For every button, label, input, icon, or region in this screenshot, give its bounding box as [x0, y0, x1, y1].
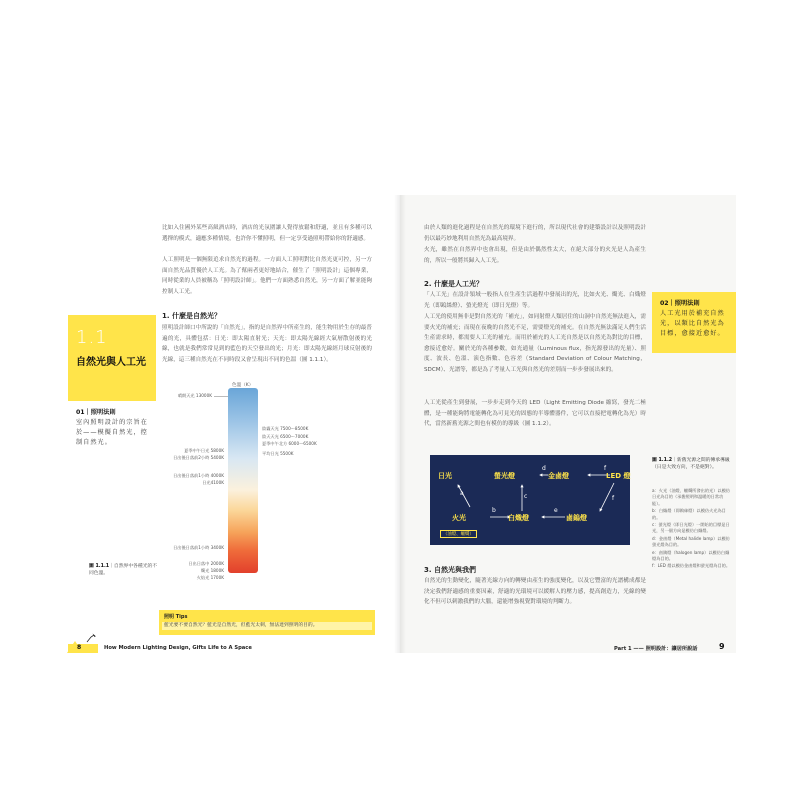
figure-text: ｜新舊光源之間的傳承導級（日是大致方向，不是絕對）。	[652, 458, 730, 470]
figure-text: ｜自然界中各種光的不同色溫。	[89, 564, 158, 576]
diagram-node: 金鹵燈	[548, 472, 569, 480]
temperature-chart-header: 色溫（K）	[232, 383, 254, 388]
tips-text: 藍光要不要自然光？藍光是自然光，但藍光太刺，無法達到照明的目的。	[162, 622, 372, 630]
figure-item: e：鹵鎢燈（halogen lamp）以模仿白熾燈為目的。	[652, 549, 730, 562]
book-spread	[64, 195, 736, 653]
page-number-right: 9	[719, 642, 725, 651]
book-title-footer: How Modern Lighting Design, Gifts Life to A Space	[104, 645, 252, 651]
temp-label-right: 平均日光 5500K	[262, 451, 294, 456]
figure-item: f：LED 燈以模仿金鹵燈和螢光燈為目的。	[652, 563, 731, 569]
diagram-node: 日光	[438, 472, 452, 480]
diagram-letter: b	[492, 507, 496, 514]
section-2-heading: 2. 什麼是人工光？	[424, 280, 483, 288]
right-intro-para-1: 由於人類的進化過程是在自然光的環境下進行的，所以現代社會的建築設計以及照明設計仍以最巧妙地利用自然光為最高境界。	[424, 225, 646, 242]
section-2-para-2: 人工光的使用無非是對自然光的「補充」，如同射燈人類居住的山洞中自然光無法進入，需要火光的補充；而現在夜晚的自然光不足，需要燈光的補充。在自然光無法滿足人們生活生產需求時，都需要人工光的補充。而用於補充的人工光自然是以自然光為對比的目標，愈接近愈好。關於光的各種參數，如光通量（Luminous flux，指光源發出的光量）、照度、波長、色溫、演色指數、色容差（Standard Deviation of Colour Matching，SDCM）、光譜等，都是為了考量人工光與自然光的差別而一步步發展出來的。	[424, 314, 646, 373]
section-3-para: 自然光的生動變化，隨著光線方向的轉變由產生的強度變化，以及它豐富的光譜構成都是決定我們舒適感的重要因素，舒適的光環境可以緩解人的壓力感，提高創造力，光線的變化不但可以刺激我們的大腦，還能增強視覺對環境的判斷力。	[424, 578, 646, 606]
figure-number: 圖 1.1.2	[652, 458, 673, 463]
footer-tab	[68, 644, 98, 653]
temp-label-left: 日出日落中 2000K	[188, 561, 224, 566]
rule-01-text: 室內照明設計的宗旨在於——模擬自然光，控制自然光。	[76, 419, 148, 446]
diagram-node: 火光	[452, 514, 466, 522]
figure-number: 圖 1.1.1	[89, 564, 110, 569]
temp-label-right: 夏季中午北方 6000～6500K	[262, 441, 317, 446]
footer-part-label: Part 1 —— 照明設計：讓居所說話	[614, 646, 698, 652]
temp-label-left: 火焰光 1700K	[196, 575, 224, 580]
section-1-heading: 1. 什麼是自然光？	[162, 312, 221, 320]
temp-label-left: 日光4100K	[202, 480, 224, 485]
diagram-letter: c	[524, 493, 528, 500]
rule-02-title: 02｜照明法則	[660, 300, 700, 307]
rule-01-title: 01｜照明法則	[76, 409, 116, 416]
chapter-title: 自然光與人工光	[76, 357, 146, 368]
diagram-letter: a	[460, 490, 464, 497]
rule-02-text: 人工光用於補充自然光，以類比自然光為目標，愈接近愈好。	[660, 310, 725, 337]
diagram-node: 白熾燈	[508, 514, 529, 522]
temp-label-left: 日出後日落前1小時 3400K	[173, 545, 224, 550]
diagram-source-tag: （油燈、蠟燭）	[440, 530, 477, 538]
section-1-para: 照明設計師口中所說的「自然光」，指的是自然界中所產生的，能生物用於生存的最普遍的光，具體包括：日光：即太陽直射光；天光：即太陽光線經大氣層散射後的光線，也就是我們常常見到的藍色的天空發出的光；月光：即太陽光線經月球反射後的光線，這三種自然光在不同時段又會呈現出不同的色溫（圖 1.1.1）。	[162, 325, 372, 363]
page-gutter	[394, 195, 406, 653]
diagram-node: LED 燈	[606, 472, 631, 480]
section-3-heading: 3. 自然光與我們	[424, 566, 476, 574]
temp-label-left: 日出後日落前2小時 5400K	[173, 455, 224, 460]
figure-item: c：螢光燈（即日光燈）一開始的目標是日光，另一個方向是模仿白熾燈。	[652, 522, 730, 534]
diagram-letter: f	[612, 495, 615, 502]
figure-1-1-2-items	[652, 488, 732, 571]
color-temperature-bar	[228, 388, 258, 573]
diagram-letter: e	[554, 507, 558, 514]
lamp-icon	[86, 633, 96, 643]
temp-label-left: 燭光 1800K	[200, 568, 224, 573]
tips-title: 照明 Tips	[164, 614, 188, 620]
right-intro-para-2: 火光，雖然在自然界中也會出現，但是由於偶然性太大，在絕大部分的火光是人為產生的，所以一般將其歸入人工光。	[424, 247, 646, 264]
figure-1-1-1-caption	[89, 563, 161, 577]
diagram-letter: d	[542, 465, 546, 472]
temp-label-left: 晴朗天光 13000K	[177, 393, 212, 398]
chapter-number: 1.1	[76, 327, 108, 348]
figure-item: a：火光（油燈、蠟燭所發出的光）以模仿日光為目的（承擔照明和溫暖的日常功能）。	[652, 488, 730, 506]
temp-label-right: 陰天天光 6500～7000K	[262, 434, 309, 439]
temp-label-left: 夏季中午日光 5800K	[184, 448, 224, 453]
left-intro-para-1: 比如入住國外某些高級酒店時，酒店的光氛圍讓人覺得放鬆和舒適，並且有多種可以選擇的模式，適應多種情境，也許你不懂照明，但一定享受過照明帶給你的舒適感。	[162, 225, 372, 242]
section-2-para-3: 人工光從產生到發展，一步步走到今天的 LED（Light Emitting Diode 縮寫，發光二極體，是一種能夠將電能轉化為可見光的固態的半導體器件，它可以直接把電轉化為光）時代，當然新舊光源之間也有模仿的導級（圖 1.1.2）。	[424, 400, 646, 428]
diagram-letter: f	[604, 465, 607, 472]
page-number-left: 8	[77, 644, 82, 651]
diagram-node: 螢光燈	[494, 472, 515, 480]
figure-1-1-2-title	[652, 457, 732, 471]
temp-label-left: 日出後日落前1小時 4000K	[173, 473, 224, 478]
figure-item: d：金鹵燈（Metal halide lamp）以模仿螢光燈為目的。	[652, 535, 730, 548]
temp-label-right: 陰霾天光 7500～8500K	[262, 426, 309, 431]
section-2-para-1: 「人工光」在設計領域一般指人在生產生活過程中發展出的光，比如火光、燭光、白熾燈光（即鎢絲燈）、螢光燈光（即日光燈）等。	[424, 292, 646, 309]
diagram-node: 鹵鎢燈	[566, 514, 587, 522]
left-intro-para-2: 人工照明是一個無限追求自然光的過程。一方面人工照明對比自然光更可控，另一方面自然光品質優於人工光。為了幫兩者更好地結合，催生了「照明設計」這個專業，同時從業的人員被稱為「照明設計師」。他們一方面熟悉自然光，另一方面了解並能夠控制人工光。	[162, 257, 372, 295]
figure-item: b：白熾燈（即鎢絲燈）以模仿火光為目的。	[652, 508, 726, 520]
tick-line	[214, 396, 228, 397]
